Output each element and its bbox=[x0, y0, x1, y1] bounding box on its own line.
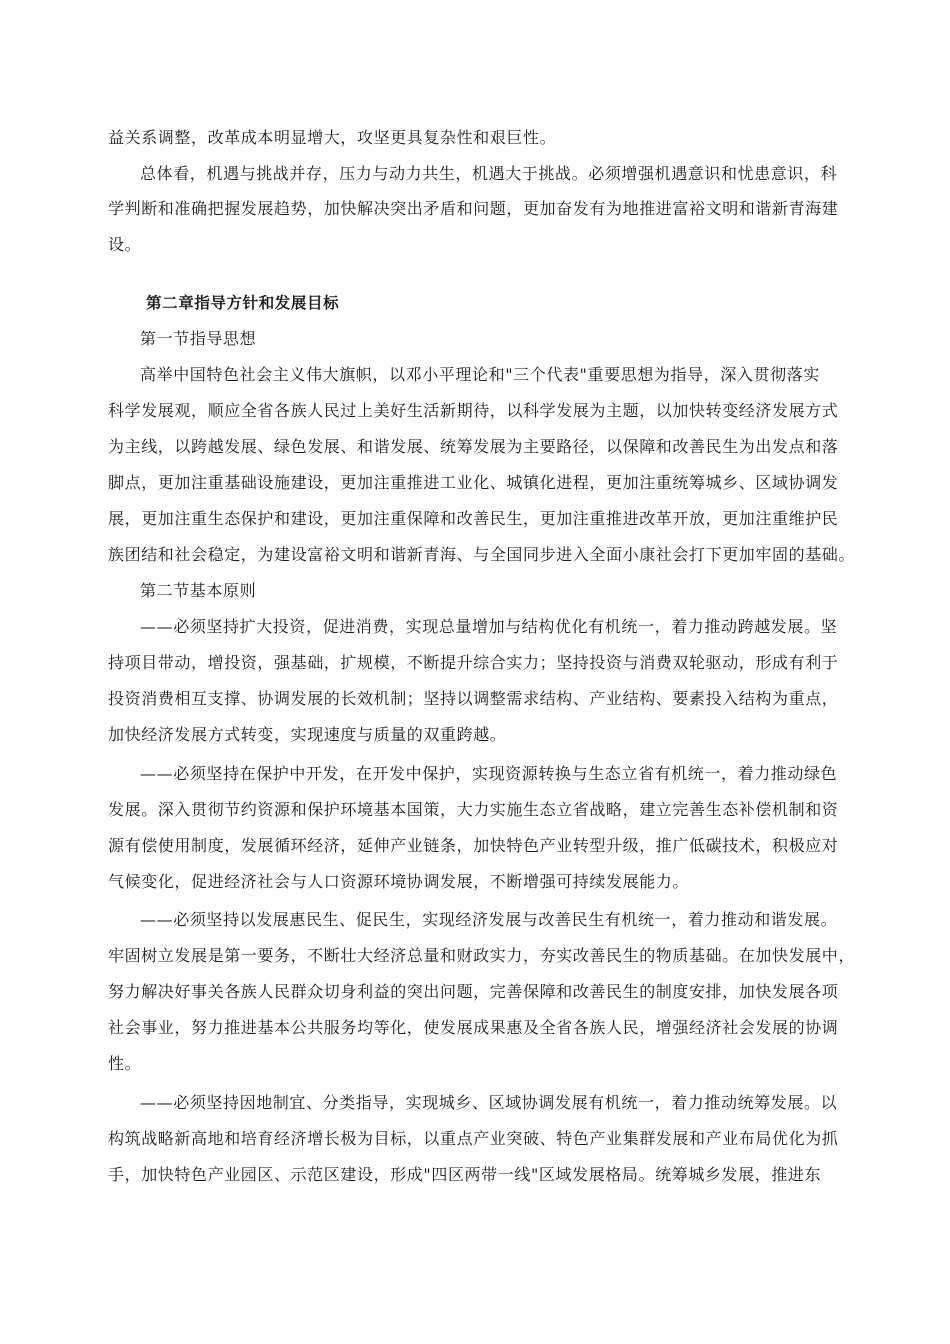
chapter-title: 第二章指导方针和发展目标 bbox=[146, 294, 340, 312]
section-title: 第一节指导思想 bbox=[140, 329, 257, 348]
body-line: ——必须坚持以发展惠民生、促民生，实现经济发展与改善民生有机统一，着力推动和谐发展。 bbox=[140, 910, 838, 929]
body-line: ——必须坚持因地制宜、分类指导，实现城乡、区域协调发展有机统一，着力推动统筹发展。以 bbox=[140, 1093, 838, 1112]
body-line: 益关系调整，改革成本明显增大，攻坚更具复杂性和艰巨性。 bbox=[108, 128, 557, 147]
body-line: 气候变化，促进经济社会与人口资源环境协调发展，不断增强可持续发展能力。 bbox=[108, 872, 690, 891]
body-line: 族团结和社会稳定，为建设富裕文明和谐新青海、与全国同步进入全面小康社会打下更加牢固的基础。 bbox=[108, 545, 856, 564]
body-line: 展，更加注重生态保护和建设，更加注重保障和改善民生，更加注重推进改革开放，更加注重维护民 bbox=[108, 509, 839, 528]
body-line: 手，加快特色产业园区、示范区建设，形成"四区两带一线"区域发展格局。统筹城乡发展，推进东 bbox=[108, 1165, 822, 1184]
body-line: 投资消费相互支撑、协调发展的长效机制；坚持以调整需求结构、产业结构、要素投入结构为重点， bbox=[108, 689, 839, 708]
body-line: 牢固树立发展是第一要务，不断壮大经济总量和财政实力，夯实改善民生的物质基础。在加快发展中， bbox=[108, 946, 856, 965]
body-line: 总体看，机遇与挑战并存，压力与动力共生，机遇大于挑战。必须增强机遇意识和忧患意识，科 bbox=[140, 164, 838, 183]
body-line: ——必须坚持在保护中开发，在开发中保护，实现资源转换与生态立省有机统一，着力推动绿色 bbox=[140, 764, 838, 783]
body-line: 为主线，以跨越发展、绿色发展、和谐发展、统筹发展为主要路径，以保障和改善民生为出发点和落 bbox=[108, 437, 839, 456]
body-line: 设。 bbox=[108, 235, 142, 254]
body-line: 科学发展观，顺应全省各族人民过上美好生活新期待，以科学发展为主题，以加快转变经济发展方式 bbox=[108, 401, 839, 420]
body-line: 源有偿使用制度，发展循环经济，延伸产业链条，加快特色产业转型升级，推广低碳技术，积极应对 bbox=[108, 836, 839, 855]
body-line: 持项目带动，增投资，强基础，扩规模，不断提升综合实力；坚持投资与消费双轮驱动，形成有利于 bbox=[108, 653, 839, 672]
body-line: 努力解决好事关各族人民群众切身利益的突出问题，完善保障和改善民生的制度安排，加快发展各项 bbox=[108, 982, 839, 1001]
body-line: 高举中国特色社会主义伟大旗帜，以邓小平理论和"三个代表"重要思想为指导，深入贯彻落实 bbox=[140, 365, 820, 384]
body-line: ——必须坚持扩大投资，促进消费，实现总量增加与结构优化有机统一，着力推动跨越发展。坚 bbox=[140, 617, 838, 636]
body-line: 构筑战略新高地和培育经济增长极为目标，以重点产业突破、特色产业集群发展和产业布局优化为抓 bbox=[108, 1129, 839, 1148]
body-line: 社会事业，努力推进基本公共服务均等化，使发展成果惠及全省各族人民，增强经济社会发展的协调 bbox=[108, 1018, 839, 1037]
body-line: 加快经济发展方式转变，实现速度与质量的双重跨越。 bbox=[108, 725, 507, 744]
body-line: 性。 bbox=[108, 1054, 142, 1073]
body-line: 学判断和准确把握发展趋势，加快解决突出矛盾和问题，更加奋发有为地推进富裕文明和谐新青海建 bbox=[108, 199, 839, 218]
body-line: 发展。深入贯彻节约资源和保护环境基本国策，大力实施生态立省战略，建立完善生态补偿机制和资 bbox=[108, 800, 839, 819]
section-title: 第二节基本原则 bbox=[140, 581, 257, 600]
body-line: 脚点，更加注重基础设施建设，更加注重推进工业化、城镇化进程，更加注重统筹城乡、区域协调发 bbox=[108, 473, 839, 492]
